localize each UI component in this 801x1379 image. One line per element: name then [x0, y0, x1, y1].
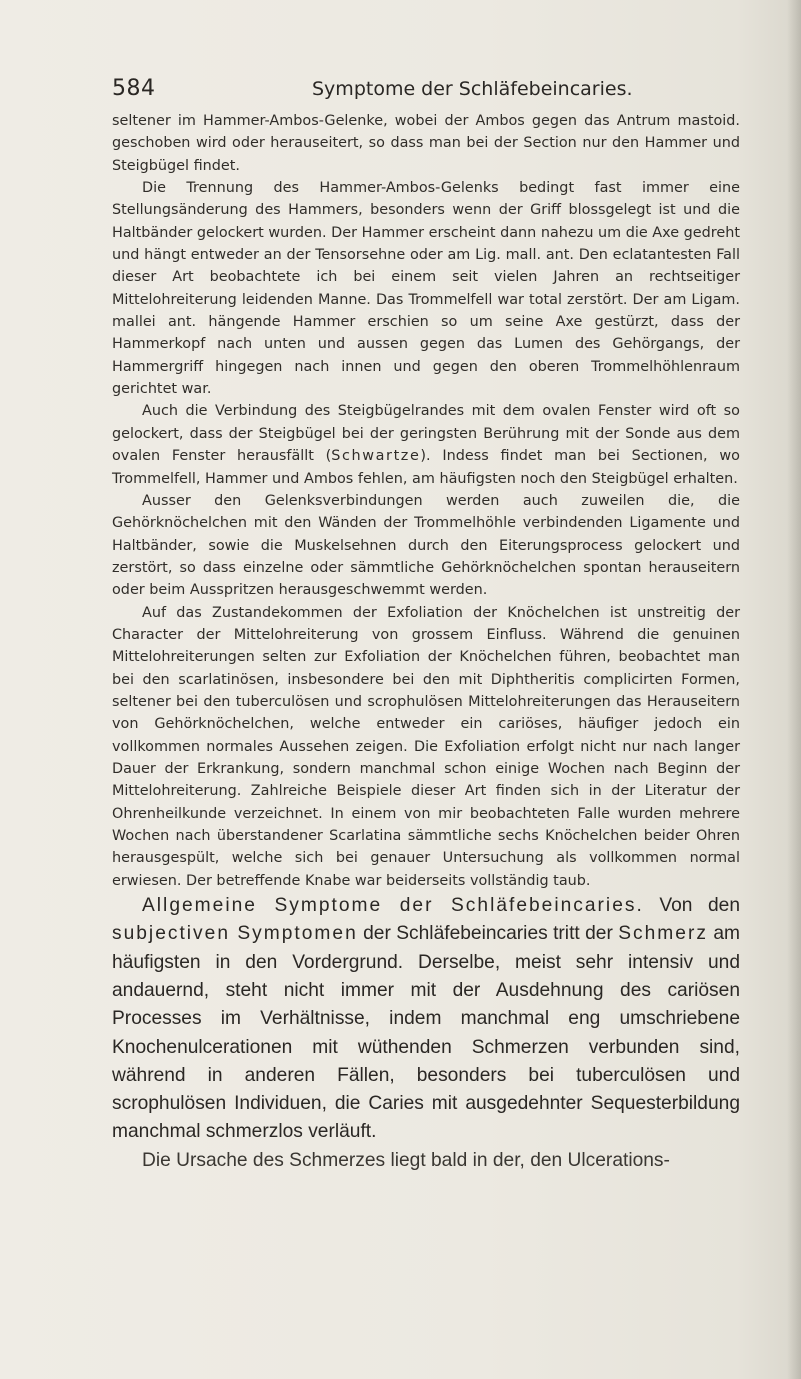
page-number: 584: [112, 76, 156, 101]
emphasis-subjective-symptoms: subjectiven Symptomen: [112, 923, 358, 945]
section-heading: Allgemeine Symptome der Schläfebeincaries.: [142, 895, 644, 917]
emphasis-pain: Schmerz: [618, 923, 708, 945]
paragraph-7: Die Ursache des Schmerzes liegt bald in der, den Ulcerations-: [142, 1149, 670, 1171]
paragraph-6-text-c: am häufigsten in den Vordergrund. Derselbe, meist sehr intensiv und andauernd, steht nicht immer mit der Ausdehnung des cariösen Processes im Verhältnisse, indem manchmal eng umschriebene Knochenulcerationen mit wüthenden Schmerzen verbunden sind, während in anderen Fällen, besonders bei tuberculösen und scrophulösen Individuen, die Caries mit ausgedehnter Sequesterbildung manchmal schmerzlos verläuft.: [112, 923, 740, 1143]
paragraph-2: Die Trennung des Hammer-Ambos-Gelenks bedingt fast immer eine Stellungsänderung des Hammers, besonders wenn der Griff blossgelegt ist und die Haltbänder gelockert wurden. Der Hammer erscheint dann nahezu um die Axe gedreht und hängt entweder an der Tensorsehne oder am Lig. mall. ant. Den eclatantesten Fall dieser Art beobachtete ich bei einem seit vielen Jahren an rechtseitiger Mittelohreiterung leidenden Manne. Das Trommelfell war total zerstört. Der am Ligam. mallei ant. hängende Hammer erschien so um seine Axe gestürzt, dass der Hammerkopf nach unten und aussen gegen das Lumen des Gehörgangs, der Hammergriff hingegen nach innen und gegen den oberen Trommelhöhlenraum gerichtet war.: [112, 180, 740, 398]
author-name: Schwartze: [331, 448, 421, 465]
body-text: [112, 110, 740, 1175]
page-header: [112, 76, 732, 106]
paragraph-3: [112, 400, 740, 489]
paragraph-6: [112, 892, 740, 1147]
paragraph-1: seltener im Hammer-Ambos-Gelenke, wobei der Ambos gegen das Antrum mastoid. geschoben wird oder herauseitert, so dass man bei der Section nur den Hammer und Steigbügel findet.: [112, 113, 740, 174]
paragraph-3-text-a: Auch die Verbindung des Steigbügelrandes mit dem ovalen Fenster wird oft so gelockert, dass der Steigbügel bei der geringsten Berührung mit der Sonde aus dem ovalen Fenster herausfällt (: [112, 403, 740, 465]
paragraph-6-text-a: Von den: [643, 895, 740, 917]
paragraph-3-text-b: ). Indess findet man bei Sectionen, wo Trommelfell, Hammer und Ambos fehlen, am häufigsten noch den Steigbügel erhalten.: [112, 448, 740, 487]
paragraph-6-text-b: der Schläfebeincaries tritt der: [357, 923, 619, 945]
page-edge-shadow: [787, 0, 801, 1379]
paragraph-4: Ausser den Gelenksverbindungen werden auch zuweilen die, die Gehörknöchelchen mit den Wänden der Trommelhöhle verbindenden Ligamente und Haltbänder, sowie die Muskelsehnen durch den Eiterungsprocess gelockert und zerstört, so dass einzelne oder sämmtliche Gehörknöchelchen spontan herauseitern oder beim Ausspritzen herausgeschwemmt werden.: [112, 492, 740, 599]
paragraph-5: Auf das Zustandekommen der Exfoliation der Knöchelchen ist unstreitig der Character der Mittelohreiterung von grossem Einfluss. Während die genuinen Mittelohreiterungen selten zur Exfoliation der Knöchelchen führen, beobachtet man bei den scarlatinösen, insbesondere bei den mit Diphtheritis complicirten Formen, seltener bei den tuberculösen und scrophulösen Mittelohreiterungen das Herauseitern von Gehörknöchelchen, welche entweder ein cariöses, häufiger jedoch ein vollkommen normales Aussehen zeigen. Die Exfoliation erfolgt nicht nur nach langer Dauer der Erkrankung, sondern manchmal schon einige Wochen nach Beginn der Mittelohreiterung. Zahlreiche Beispiele dieser Art finden sich in der Literatur der Ohrenheilkunde verzeichnet. In einem von mir beobachteten Falle wurden mehrere Wochen nach überstandener Scarlatina sämmtliche sechs Knöchelchen beider Ohren herausgespült, welche sich bei genauer Untersuchung als vollkommen normal erwiesen. Der betreffende Knabe war beiderseits vollständig taub.: [112, 604, 740, 889]
running-title: Symptome der Schläfebeincaries.: [312, 78, 633, 100]
